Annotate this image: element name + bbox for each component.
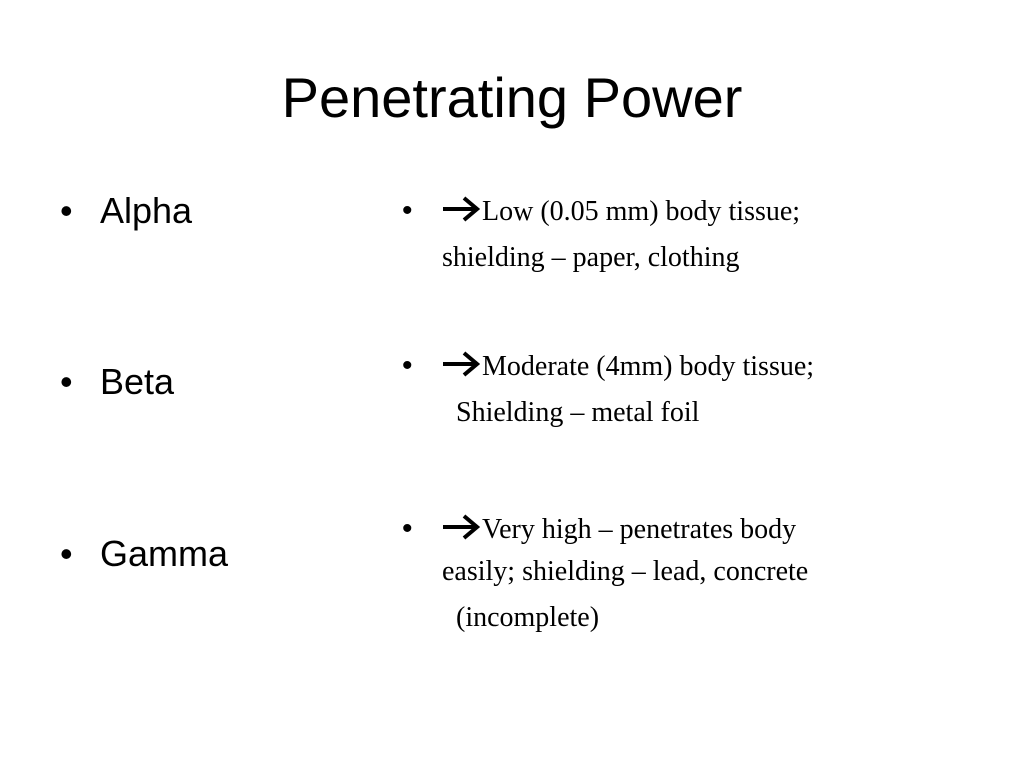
bullet: • [402,194,413,227]
right-arrow-icon [442,351,480,377]
bullet: • [60,533,73,574]
description-line: Shielding – metal foil [456,397,700,428]
right-arrow-icon [442,514,480,540]
description-text [442,196,922,274]
right-arrow-icon [442,196,480,222]
list-item-label: Gamma [100,533,229,574]
description-text [442,351,922,429]
bullet: • [60,361,73,402]
description-line: Very high – penetrates body [482,514,797,545]
bullet: • [60,190,73,231]
bullet: • [402,512,413,545]
description-line: easily; shielding – lead, concrete [442,556,809,587]
description-line: Moderate (4mm) body tissue; [482,351,815,382]
list-item-label: Beta [100,361,175,402]
slide-title: Penetrating Power [281,66,743,129]
bullet: • [402,349,413,382]
list-item-label: Alpha [100,190,193,231]
description-line: shielding – paper, clothing [442,242,740,273]
description-line: (incomplete) [456,602,600,633]
description-line: Low (0.05 mm) body tissue; [482,196,801,227]
description-text [442,514,922,634]
